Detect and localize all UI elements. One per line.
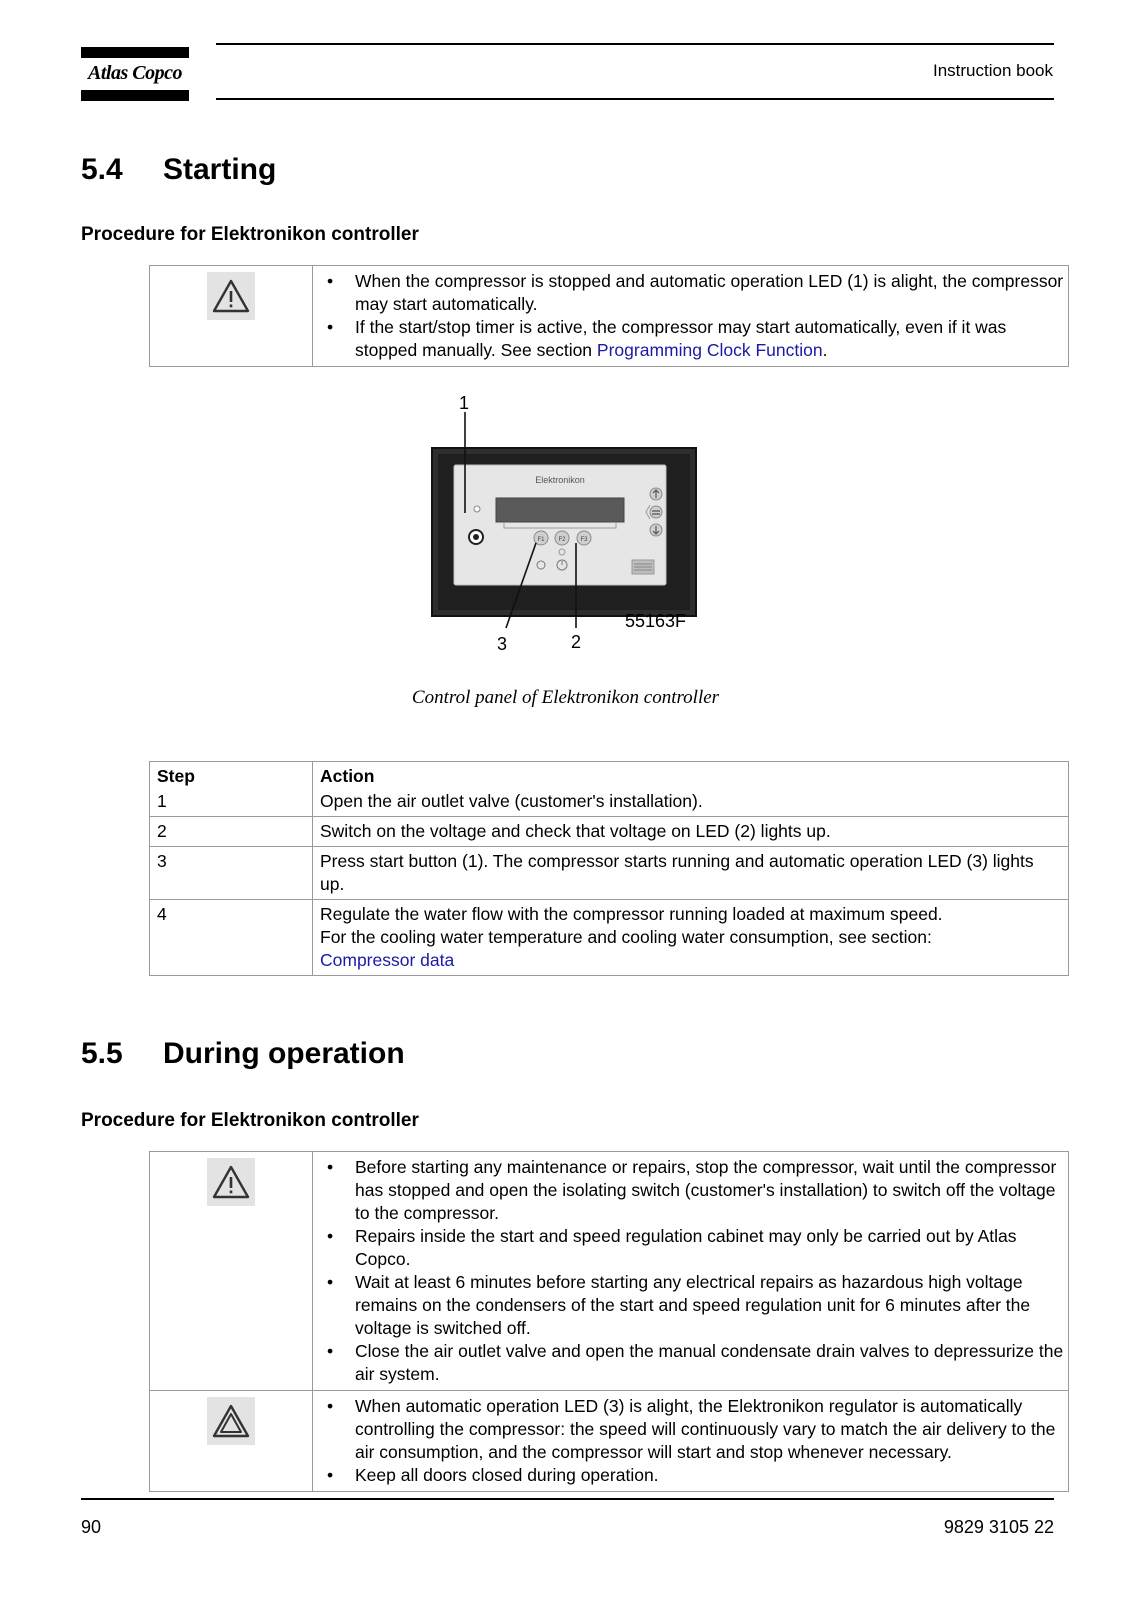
key-f1-label: F1 bbox=[537, 537, 545, 543]
starting-steps-table bbox=[149, 761, 1069, 976]
step-action: Open the air outlet valve (customer's installation). bbox=[313, 788, 1069, 817]
warning-item: • Repairs inside the start and speed regulation cabinet may only be carried out by Atlas Copco. bbox=[327, 1225, 1066, 1271]
warning-item: • Close the air outlet valve and open the manual condensate drain valves to depressurize the air system. bbox=[327, 1340, 1066, 1386]
table-row bbox=[150, 900, 1069, 976]
step-action: Regulate the water flow with the compressor running loaded at maximum speed. For the cooling water temperature and cooling water consumption, see section: Compressor data bbox=[313, 900, 1069, 976]
note-item: • Keep all doors closed during operation. bbox=[327, 1464, 1066, 1487]
programming-clock-link[interactable]: Programming Clock Function bbox=[596, 340, 823, 360]
warning-icon-cell bbox=[150, 266, 313, 367]
compressor-data-link[interactable]: Compressor data bbox=[320, 950, 455, 970]
warning-triangle-icon bbox=[207, 272, 255, 320]
section-number: 5.4 bbox=[81, 153, 123, 186]
step-number: 4 bbox=[150, 900, 313, 976]
note-icon-cell bbox=[150, 1391, 313, 1492]
note-list bbox=[327, 1395, 1066, 1487]
warning-item: • If the start/stop timer is active, the compressor may start automatically, even if it was stopped manually. See section Programming Clock Function. bbox=[327, 316, 1066, 362]
note-row bbox=[150, 1391, 1069, 1492]
caution-triangle-icon bbox=[207, 1397, 255, 1445]
header-title: Instruction book bbox=[932, 61, 1053, 80]
header-bottom-rule bbox=[216, 98, 1054, 100]
document-number: 9829 3105 22 bbox=[943, 1517, 1054, 1537]
procedure-subtitle: Procedure for Elektronikon controller bbox=[81, 224, 419, 245]
logo-brand-text: Atlas Copco bbox=[88, 62, 182, 84]
warning-text-cell bbox=[313, 1152, 1069, 1391]
section-title: During operation bbox=[163, 1037, 405, 1070]
control-panel-figure bbox=[400, 395, 730, 665]
figure-caption: Control panel of Elektronikon controller bbox=[411, 687, 720, 708]
note-item: • When automatic operation LED (3) is alight, the Elektronikon regulator is automatically controlling the compressor: the speed will continuously vary to match the air delivery to the air consumption, and the compressor will start and stop whenever necessary. bbox=[327, 1395, 1066, 1464]
section-number: 5.5 bbox=[81, 1037, 123, 1070]
section-heading-starting bbox=[81, 152, 276, 188]
starting-warning-table bbox=[149, 265, 1069, 367]
warning-item: • Before starting any maintenance or repairs, stop the compressor, wait until the compressor has stopped and open the isolating switch (customer's installation) to switch off the voltage to the compressor. bbox=[327, 1156, 1066, 1225]
step-number: 3 bbox=[150, 847, 313, 900]
table-row bbox=[150, 847, 1069, 900]
control-panel-illustration bbox=[400, 395, 730, 665]
table-row bbox=[150, 788, 1069, 817]
figure-image-code: 55163F bbox=[624, 611, 686, 631]
atlas-copco-logo bbox=[81, 47, 189, 101]
warning-item: • Wait at least 6 minutes before starting any electrical repairs as hazardous high voltage remains on the condensers of the start and speed regulation unit for 6 minutes after the voltage is switched off. bbox=[327, 1271, 1066, 1340]
step-number: 2 bbox=[150, 817, 313, 847]
footer-rule bbox=[81, 1498, 1054, 1500]
key-f2-label: F2 bbox=[558, 537, 566, 543]
warning-item: • When the compressor is stopped and automatic operation LED (1) is alight, the compressor may start automatically. bbox=[327, 270, 1066, 316]
key-f3-label: F3 bbox=[580, 537, 588, 543]
table-row bbox=[150, 817, 1069, 847]
step-action: Switch on the voltage and check that voltage on LED (2) lights up. bbox=[313, 817, 1069, 847]
warning-list bbox=[327, 1156, 1066, 1386]
callout-3: 3 bbox=[496, 634, 508, 654]
panel-brand-label: Elektronikon bbox=[535, 475, 585, 485]
page-number: 90 bbox=[81, 1517, 102, 1537]
step-action: Press start button (1). The compressor starts running and automatic operation LED (3) lights up. bbox=[313, 847, 1069, 900]
warning-row bbox=[150, 1152, 1069, 1391]
callout-1: 1 bbox=[458, 395, 470, 413]
operation-warning-table bbox=[149, 1151, 1069, 1492]
procedure-subtitle: Procedure for Elektronikon controller bbox=[81, 1110, 419, 1131]
callout-2: 2 bbox=[570, 632, 582, 652]
section-title: Starting bbox=[163, 153, 277, 186]
table-header-row bbox=[150, 762, 1069, 789]
warning-list bbox=[327, 270, 1066, 362]
column-header-action: Action bbox=[313, 762, 1069, 789]
step-number: 1 bbox=[150, 788, 313, 817]
section-heading-during-operation bbox=[81, 1036, 405, 1072]
warning-icon-cell bbox=[150, 1152, 313, 1391]
column-header-step: Step bbox=[150, 762, 313, 789]
warning-text-cell bbox=[313, 266, 1069, 367]
header-top-rule bbox=[216, 43, 1054, 45]
note-text-cell bbox=[313, 1391, 1069, 1492]
warning-triangle-icon bbox=[207, 1158, 255, 1206]
